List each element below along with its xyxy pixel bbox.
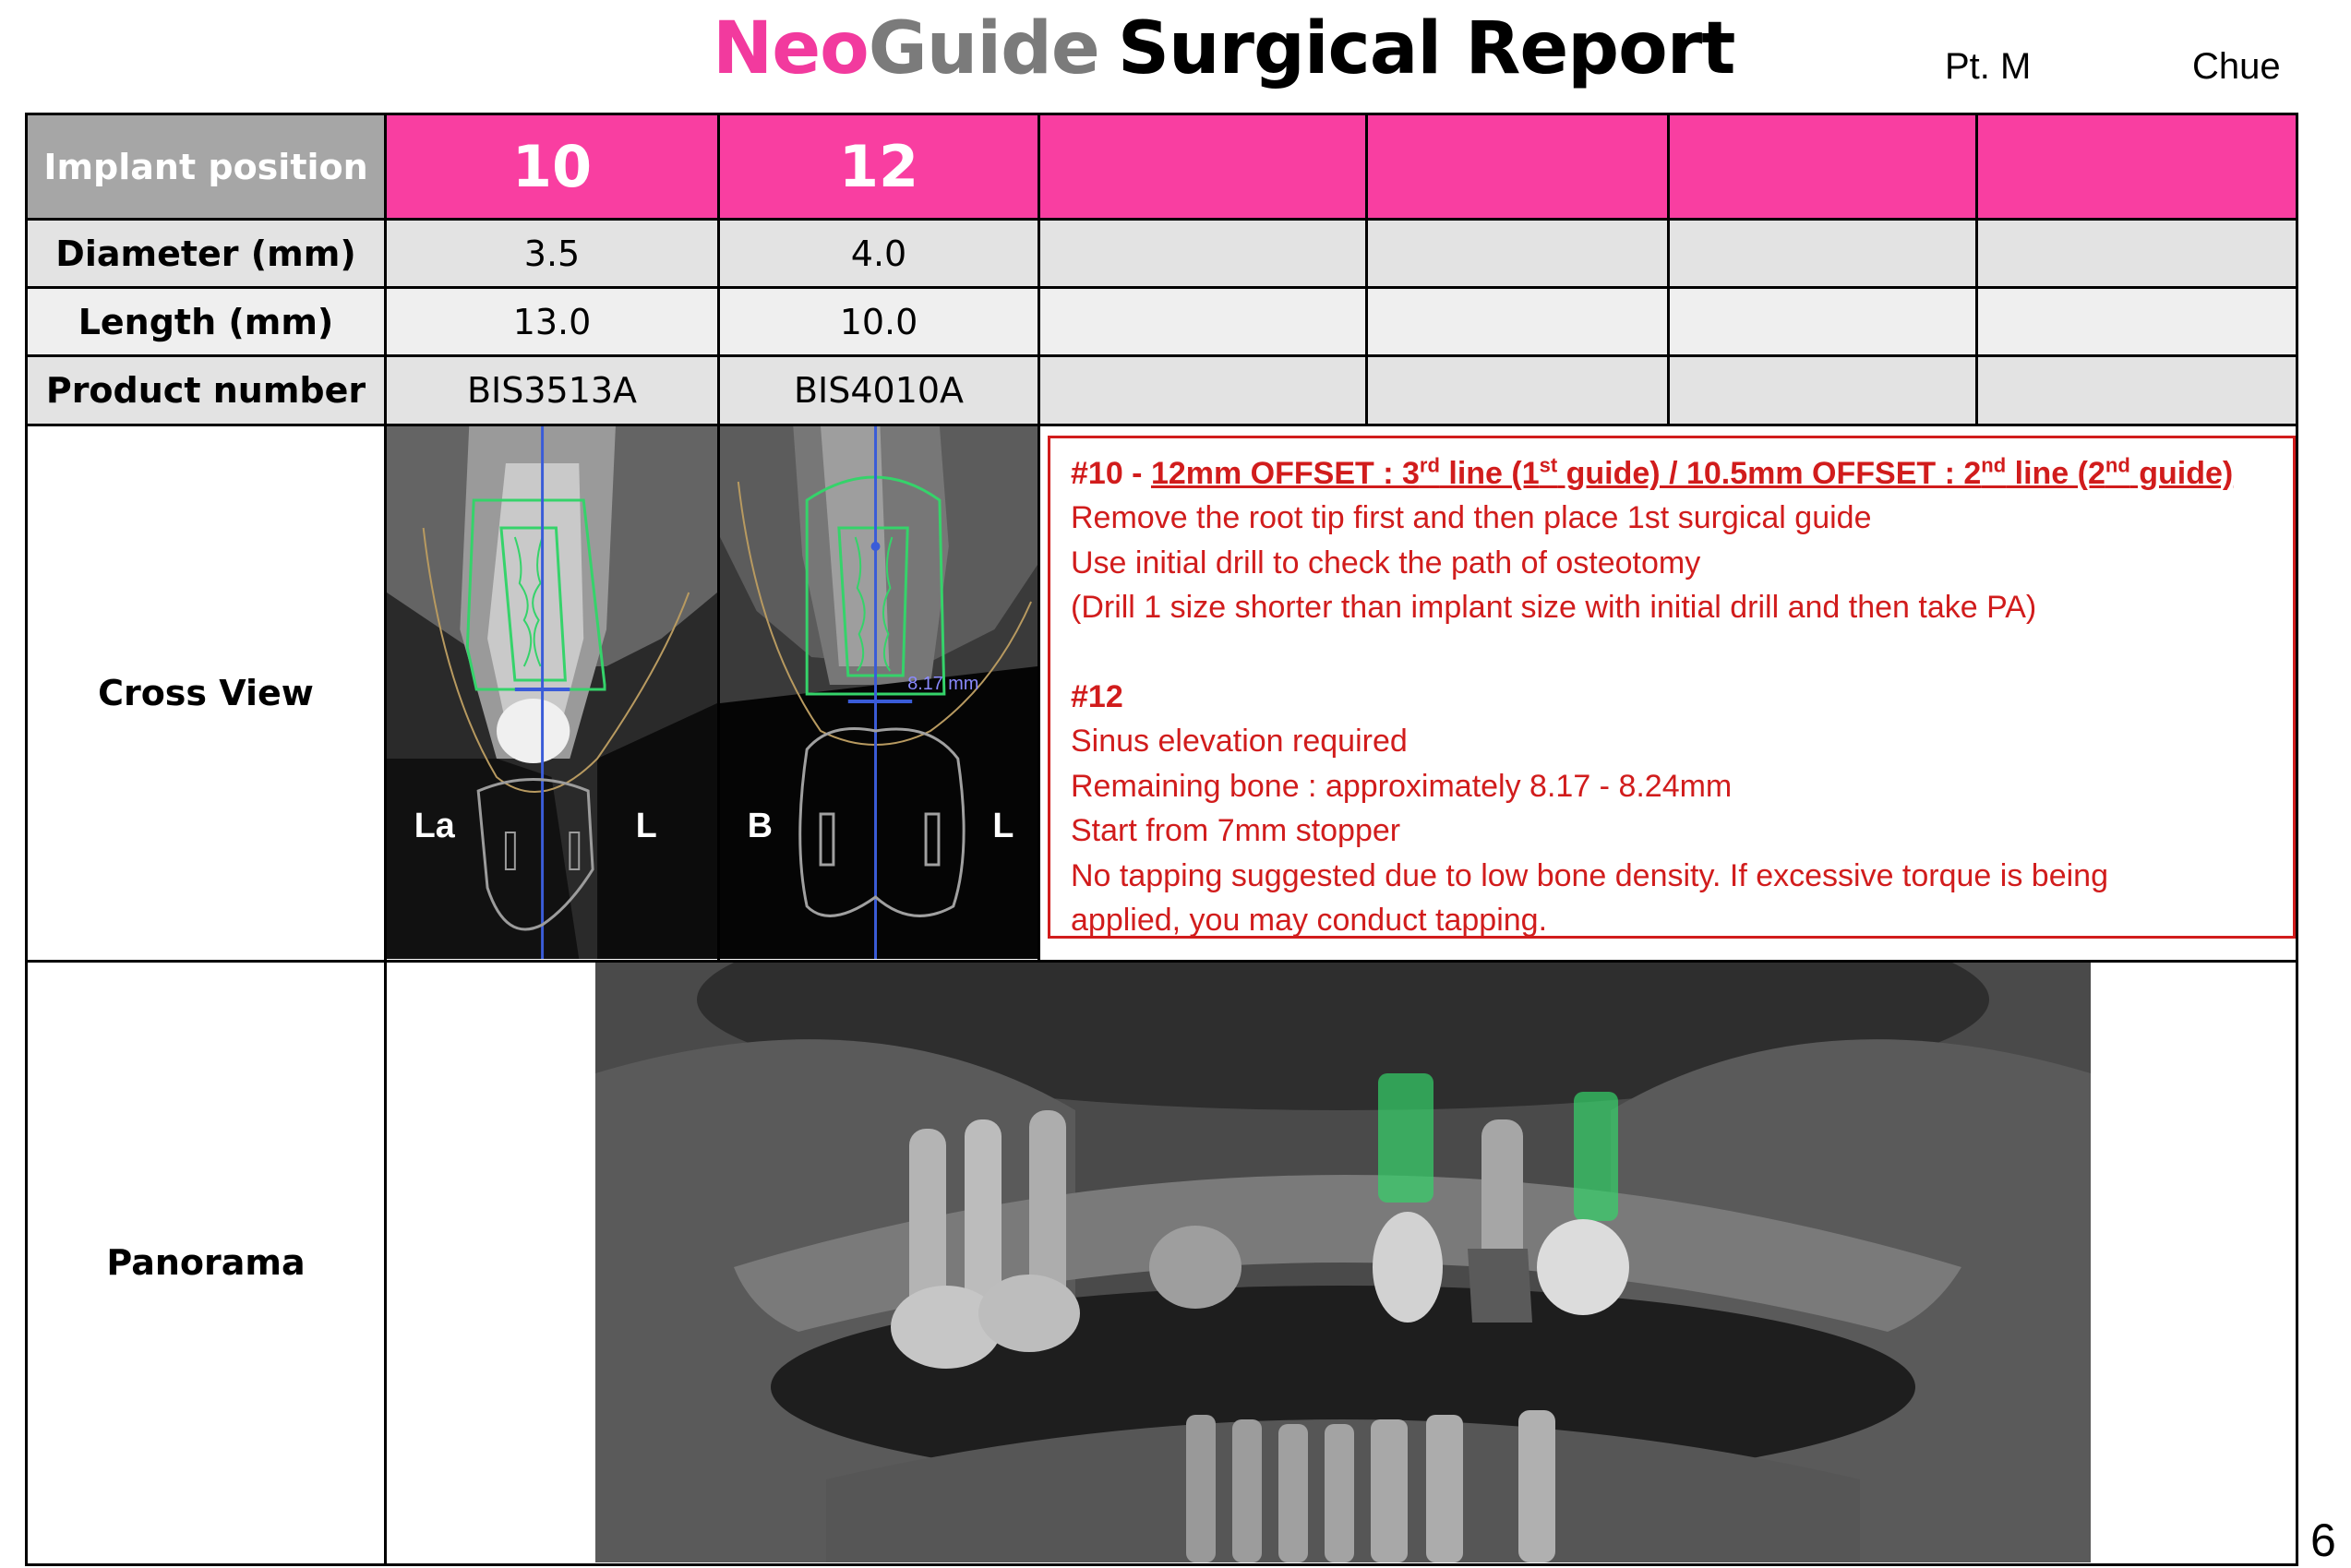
note-line: (Drill 1 size shorter than implant size with initial drill and then take PA)	[1071, 590, 2037, 626]
note-line: Remove the root tip first and then place 1st surgical guide	[1071, 500, 1872, 536]
row-length	[27, 288, 2297, 356]
label-implant-position: Implant position	[27, 114, 386, 220]
empty-cell	[1977, 356, 2297, 425]
cross-view-image-10	[386, 425, 719, 961]
note-line: applied, you may conduct tapping.	[1071, 903, 1548, 939]
empty-cell	[1367, 356, 1669, 425]
note-line: Use initial drill to check the path of osteotomy	[1071, 545, 1701, 581]
product-cell: BIS3513A	[386, 356, 719, 425]
label-b: B	[747, 807, 773, 846]
note-part: guide) / 10.5mm OFFSET : 2	[1557, 455, 1982, 491]
empty-cell	[1977, 220, 2297, 288]
note-sup: nd	[2105, 453, 2130, 477]
empty-cell	[1039, 220, 1367, 288]
position-cell: 10	[386, 114, 719, 220]
label-cross-view: Cross View	[27, 425, 386, 961]
empty-cell	[1977, 114, 2297, 220]
label-length: Length (mm)	[27, 288, 386, 356]
label-product-number: Product number	[27, 356, 386, 425]
empty-cell	[1039, 288, 1367, 356]
note-sup: rd	[1419, 453, 1440, 477]
length-cell: 10.0	[719, 288, 1039, 356]
empty-cell	[1367, 288, 1669, 356]
label-diameter: Diameter (mm)	[27, 220, 386, 288]
length-cell: 13.0	[386, 288, 719, 356]
note-line-12-header: #12	[1071, 678, 1123, 714]
position-cell: 12	[719, 114, 1039, 220]
empty-cell	[1367, 220, 1669, 288]
label-l: L	[992, 807, 1014, 846]
patient-name: Chue	[2192, 46, 2281, 87]
empty-cell	[1367, 114, 1669, 220]
diameter-cell: 4.0	[719, 220, 1039, 288]
note-sup: nd	[1981, 453, 2007, 477]
note-line: Sinus elevation required	[1071, 724, 1408, 760]
note-line: No tapping suggested due to low bone density. If excessive torque is being	[1071, 857, 2108, 893]
note-part: guide)	[2129, 455, 2234, 491]
row-diameter	[27, 220, 2297, 288]
row-implant-position	[27, 114, 2297, 220]
patient-prefix: Pt. M	[1945, 46, 2032, 87]
page-number: 6	[2310, 1514, 2336, 1566]
surgical-notes	[1048, 436, 2296, 939]
brand-guide: Guide	[868, 7, 1099, 90]
empty-cell	[1669, 356, 1977, 425]
measure-label: 8.17 mm	[907, 674, 979, 695]
surgical-report-table	[25, 113, 2298, 1566]
row-product-number	[27, 356, 2297, 425]
row-cross-view	[27, 425, 2297, 961]
report-header	[0, 0, 2351, 111]
empty-cell	[1669, 114, 1977, 220]
panorama-xray	[595, 963, 2091, 1562]
empty-cell	[1039, 356, 1367, 425]
product-cell: BIS4010A	[719, 356, 1039, 425]
empty-cell	[1977, 288, 2297, 356]
panorama-cell	[386, 961, 2297, 1564]
empty-cell	[1669, 220, 1977, 288]
note-part: line (2	[2006, 455, 2105, 491]
note-hash-10: #10 -	[1071, 455, 1151, 491]
note-sup: st	[1539, 453, 1558, 477]
title-text: Surgical Report	[1117, 7, 1735, 90]
label-l: L	[635, 807, 657, 846]
label-la: La	[414, 807, 455, 846]
note-line-10-header	[1071, 451, 2293, 497]
row-panorama	[27, 961, 2297, 1564]
note-part: line (1	[1439, 455, 1540, 491]
note-part: 12mm OFFSET : 3	[1150, 455, 1420, 491]
cross-view-image-12	[719, 425, 1039, 961]
label-panorama: Panorama	[27, 961, 386, 1564]
note-line: Start from 7mm stopper	[1071, 813, 1401, 849]
brand-neo: Neo	[713, 7, 869, 90]
notes-cell	[1039, 425, 2297, 961]
report-title	[713, 0, 1734, 100]
diameter-cell: 3.5	[386, 220, 719, 288]
empty-cell	[1669, 288, 1977, 356]
ct-scan-12	[720, 426, 1038, 959]
note-line: Remaining bone : approximately 8.17 - 8.24mm	[1071, 768, 1733, 804]
ct-scan-10	[387, 426, 717, 959]
empty-cell	[1039, 114, 1367, 220]
